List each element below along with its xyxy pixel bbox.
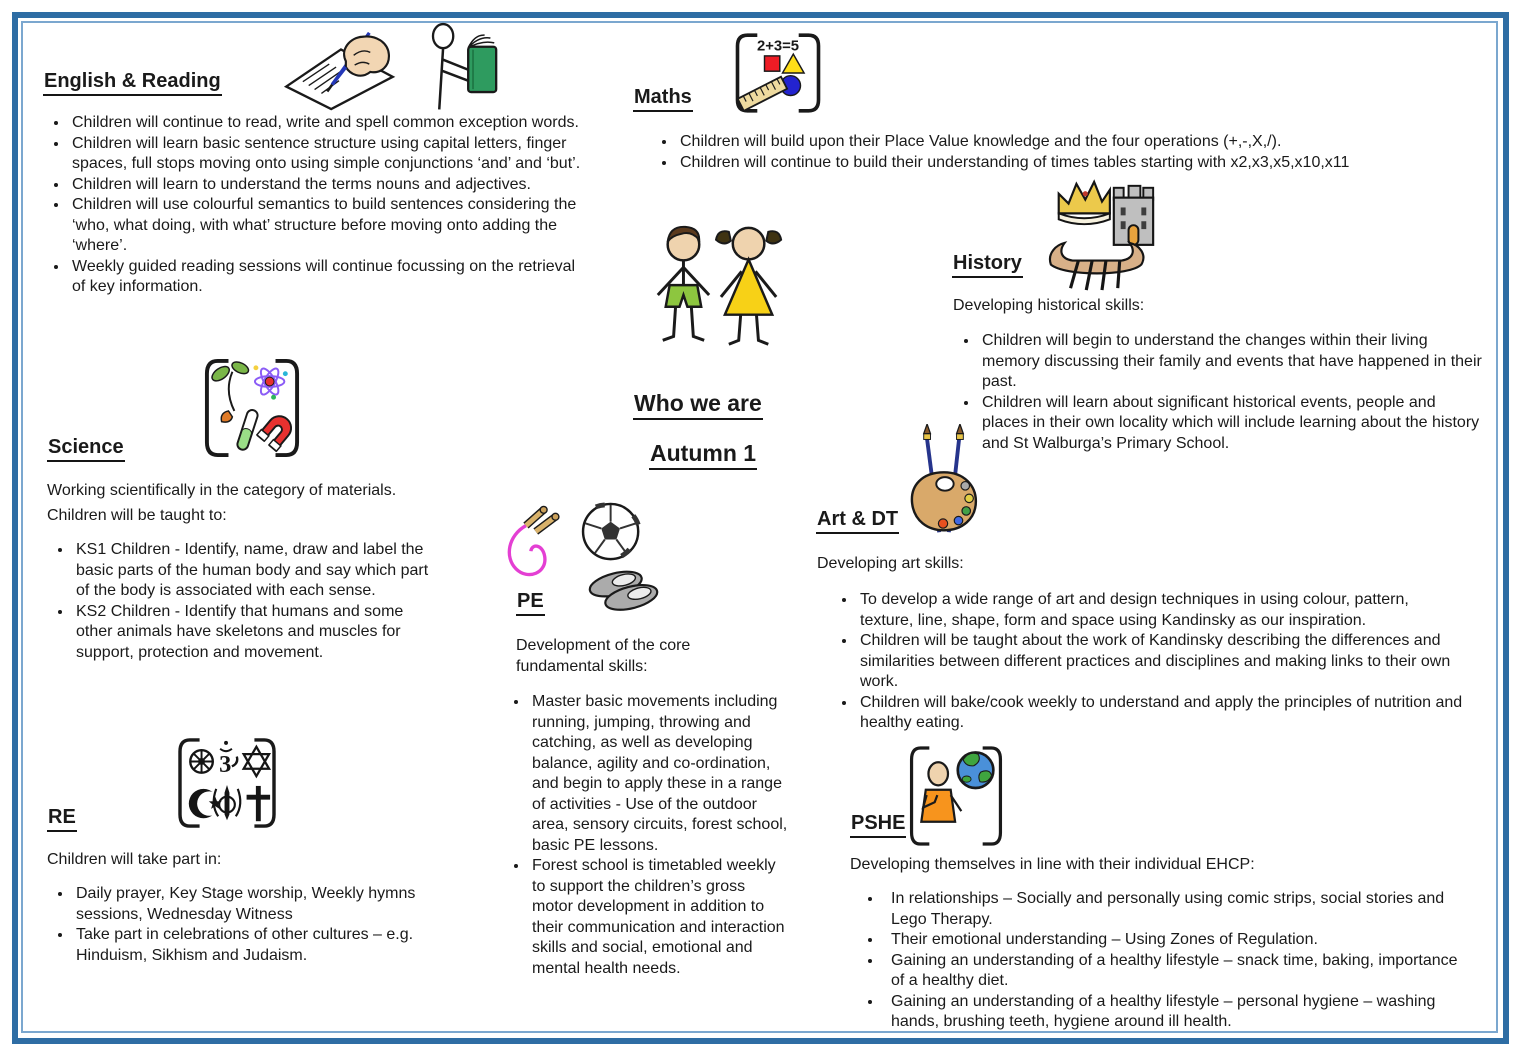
maths-symbols-icon [733,31,823,120]
topic-title [633,390,763,416]
history-bullet-list [950,331,1482,454]
bullet-item: • Weekly guided reading sessions will continue focussing on the retrieval of key information. [69,257,592,298]
bullet-item: • KS2 Children - Identify that humans and some other animals have skeletons and muscles for support, protection and movement. [73,602,440,664]
science-intro [47,481,517,530]
section-title-maths-text: Maths [633,86,693,112]
religions-icon [176,736,278,835]
bullet-item: • Children will build upon their Place Value knowledge and the four operations (+,-,X,/). [677,132,1438,153]
re-intro: Children will take part in: [47,851,222,868]
section-title-pe-text: PE [516,590,545,616]
bullet-item: • Children will be taught about the work of Kandinsky describing the differences and similarities between different practices and disciplines and making links to their own work. [857,631,1465,693]
science-bullet-list [44,540,440,663]
bullet-item: • Gaining an understanding of a healthy lifestyle – snack time, baking, importance of a healthy diet. [883,951,1470,992]
bullet-item: • Take part in celebrations of other cultures – e.g. Hinduism, Sikhism and Judaism. [73,925,460,966]
history-intro: Developing historical skills: [953,297,1145,314]
bullet-item: • Children will learn basic sentence structure using capital letters, finger spaces, full stops moving onto using simple conjunctions ‘and’ and ‘but’. [69,134,592,175]
art-palette-icon [904,424,984,543]
section-title-art-dt-text: Art & DT [816,508,899,534]
section-title-maths [633,86,693,109]
bullet-item: • Children will continue to build their understanding of times tables starting with x2,x3,x5,x10,x11 [677,153,1438,174]
section-title-art-dt [816,508,899,531]
topic-title-text: Who we are [633,390,763,420]
section-title-pshe [850,812,906,835]
bullet-item: • Daily prayer, Key Stage worship, Weekly hymns sessions, Wednesday Witness [73,884,460,925]
bullet-item: • Gaining an understanding of a healthy lifestyle – personal hygiene – washing hands, brushing teeth, hygiene around ill health. [883,992,1470,1033]
writing-hand-icon [283,26,396,117]
pe-icon [502,500,670,635]
section-title-re-text: RE [47,806,77,832]
bullet-item: • To develop a wide range of art and design techniques in using colour, pattern, texture, line, shape, form and space using Kandinsky as our inspiration. [857,590,1465,631]
re-bullet-list [44,884,460,966]
bullet-item: • Master basic movements including running, jumping, throwing and catching, as well as developing balance, agility and co-ordination, and begin to apply these in a range of activities - Use of the outdoor area, sensory circuits, forest school, basic PE lessons. [529,692,790,856]
bullet-item: • Forest school is timetabled weekly to support the children’s gross motor development in addition to their communication and interaction skills and social, emotional and mental health needs. [529,856,790,979]
section-title-re [47,806,77,829]
section-title-english [43,70,222,93]
svg-text:3: 3 [219,751,232,779]
science-icon [203,356,301,465]
section-title-science-text: Science [47,436,125,462]
art-intro: Developing art skills: [817,555,964,572]
bullet-item: • In relationships – Socially and personally using comic strips, social stories and Lego Therapy. [883,889,1470,930]
reading-person-icon [419,22,501,117]
art-bullet-list [828,590,1465,734]
bullet-item: • Children will continue to read, write and spell common exception words. [69,113,592,134]
section-title-science [47,436,125,459]
bullet-item: • Children will bake/cook weekly to understand and apply the principles of nutrition and healthy eating. [857,693,1465,734]
pe-bullet-list [500,692,790,979]
bullet-item: • Children will learn to understand the terms nouns and adjectives. [69,175,592,196]
english-bullet-list [40,113,592,298]
term-title-text: Autumn 1 [649,440,757,470]
pshe-bullet-list [846,889,1470,1033]
bullet-item: • Children will learn about significant historical events, people and places in their own locality which will include learning about the history and St Walburga’s Primary School. [979,393,1482,455]
pshe-icon [908,740,1004,857]
bullet-item: • KS1 Children - Identify, name, draw and label the basic parts of the human body and say which part of the body is associated with each sense. [73,540,440,602]
section-title-history [952,252,1023,275]
bullet-item: • Children will use colourful semantics to build sentences considering the ‘who, what doing, with what’ structure before moving onto adding the ‘where’. [69,195,592,257]
maths-bullet-list [648,132,1438,173]
bullet-item: • Children will begin to understand the changes within their living memory discussing their family and events that have happened in their past. [979,331,1482,393]
science-intro-line2: Children will be taught to: [47,506,227,524]
children-icon [638,218,796,369]
science-intro-line1: Working scientifically in the category of materials. [47,482,397,499]
pe-intro: Development of the core fundamental skills: [516,637,691,675]
term-title [649,440,757,466]
section-title-english-text: English & Reading [43,70,222,96]
bullet-item: • Their emotional understanding – Using Zones of Regulation. [883,930,1470,951]
section-title-pshe-text: PSHE [850,812,906,838]
history-icon [1046,176,1158,301]
pshe-intro: Developing themselves in line with their individual EHCP: [850,856,1255,873]
maths-icon-text: 2+3=5 [756,38,800,55]
section-title-history-text: History [952,252,1023,278]
